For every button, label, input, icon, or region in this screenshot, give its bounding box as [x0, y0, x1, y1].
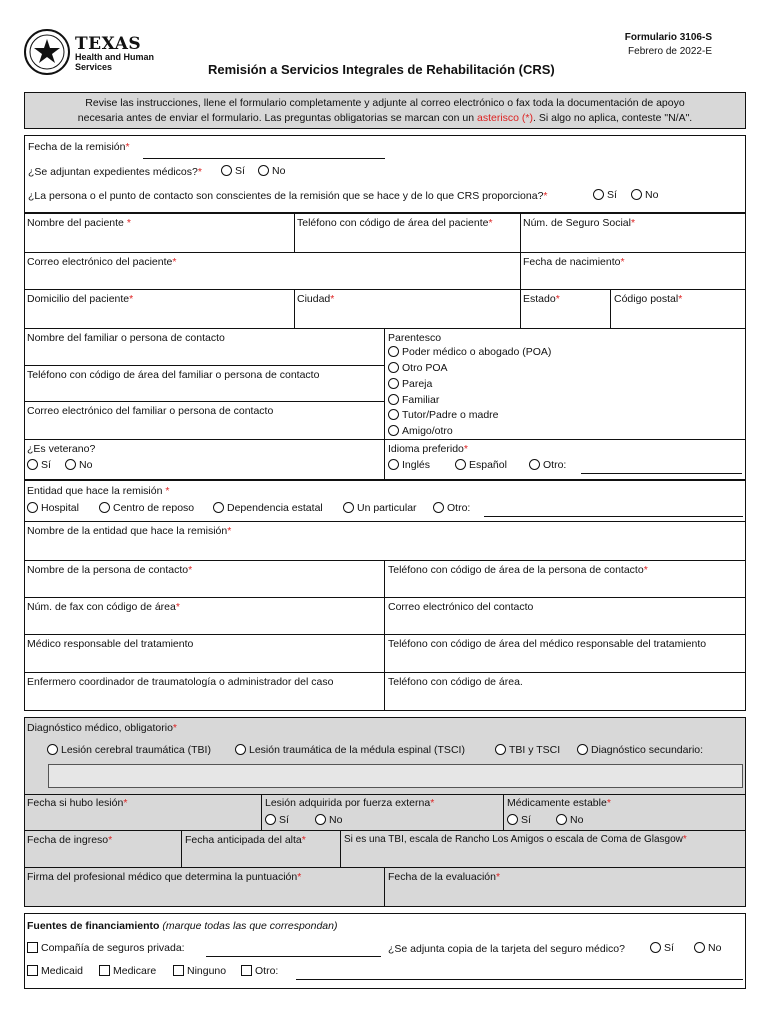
fuerza-externa-label: Lesión adquirida por fuerza externa*: [265, 797, 435, 809]
parentesco-pareja-radio[interactable]: Pareja: [388, 378, 432, 390]
instructions-line1: Revise las instrucciones, llene el formulario completamente y adjunte al correo electrónico o fax toda la documentación de apoyo: [85, 97, 685, 109]
telefono-paciente-label: Teléfono con código de área del paciente*: [297, 217, 493, 229]
logo-line3: Services: [75, 62, 113, 72]
diagnostico-label: Diagnóstico médico, obligatorio*: [27, 722, 178, 734]
otro-funding-field[interactable]: [296, 979, 743, 980]
fecha-remision-label: Fecha de la remisión*: [28, 141, 130, 153]
tel-medico-label: Teléfono con código de área del médico responsable del tratamiento: [388, 638, 707, 650]
expedientes-si-radio[interactable]: Sí: [221, 165, 245, 177]
medico-label: Médico responsable del tratamiento: [27, 638, 194, 650]
entidad-otro-field[interactable]: [484, 516, 743, 517]
escala-label: Si es una TBI, escala de Rancho Los Amigos o escala de Coma de Glasgow*: [344, 834, 687, 845]
postal-label: Código postal*: [614, 293, 683, 305]
otro-checkbox[interactable]: Otro:: [241, 965, 278, 977]
fuerza-si-radio[interactable]: Sí: [265, 814, 289, 826]
idioma-ingles-radio[interactable]: Inglés: [388, 459, 430, 471]
familiar-nombre-label: Nombre del familiar o persona de contacto: [27, 332, 225, 344]
expedientes-no-radio[interactable]: No: [258, 165, 285, 177]
seguro-privado-field[interactable]: [206, 956, 381, 957]
veterano-no-radio[interactable]: No: [65, 459, 92, 471]
estable-si-radio[interactable]: Sí: [507, 814, 531, 826]
alta-label: Fecha anticipada del alta*: [185, 834, 306, 846]
medicaid-checkbox[interactable]: Medicaid: [27, 965, 83, 977]
seguro-privado-checkbox[interactable]: Compañía de seguros privada:: [27, 942, 185, 954]
estable-no-radio[interactable]: No: [556, 814, 583, 826]
logo-word: TEXAS: [75, 34, 142, 54]
idioma-espanol-radio[interactable]: Español: [455, 459, 507, 471]
domicilio-label: Domicilio del paciente*: [27, 293, 134, 305]
idioma-otro-field[interactable]: [581, 473, 742, 474]
instructions-line2: necesaria antes de enviar el formulario. Las preguntas obligatorias se marcan con un asterisco (*). Si algo no aplica, conteste "N/A".: [77, 112, 693, 124]
entidad-otro-radio[interactable]: Otro:: [433, 502, 470, 514]
tarjeta-si-radio[interactable]: Sí: [650, 942, 674, 954]
ingreso-label: Fecha de ingreso*: [27, 834, 113, 846]
state-seal-icon: [23, 28, 71, 76]
entidad-hospital-radio[interactable]: Hospital: [27, 502, 79, 514]
veterano-label: ¿Es veterano?: [27, 443, 96, 455]
correo-contacto-label: Correo electrónico del contacto: [388, 601, 534, 613]
parentesco-familiar-radio[interactable]: Familiar: [388, 394, 439, 406]
tarjeta-no-radio[interactable]: No: [694, 942, 721, 954]
familiar-correo-label: Correo electrónico del familiar o persona de contacto: [27, 405, 274, 417]
correo-paciente-label: Correo electrónico del paciente*: [27, 256, 177, 268]
parentesco-label: Parentesco: [388, 332, 442, 344]
persona-contacto-label: Nombre de la persona de contacto*: [27, 564, 193, 576]
idioma-otro-radio[interactable]: Otro:: [529, 459, 566, 471]
medicare-checkbox[interactable]: Medicare: [99, 965, 156, 977]
diagnostico-tsci-radio[interactable]: Lesión traumática de la médula espinal (TSCI): [235, 744, 465, 756]
consciente-no-radio[interactable]: No: [631, 189, 658, 201]
parentesco-tutor-radio[interactable]: Tutor/Padre o madre: [388, 409, 499, 421]
estado-label: Estado*: [523, 293, 560, 305]
entidad-label: Entidad que hace la remisión *: [27, 485, 170, 497]
nombre-entidad-label: Nombre de la entidad que hace la remisión*: [27, 525, 232, 537]
parentesco-amigo-radio[interactable]: Amigo/otro: [388, 425, 453, 437]
expedientes-question: ¿Se adjuntan expedientes médicos?*: [28, 166, 202, 178]
evaluacion-label: Fecha de la evaluación*: [388, 871, 501, 883]
parentesco-poa-radio[interactable]: Poder médico o abogado (POA): [388, 346, 551, 358]
firma-label: Firma del profesional médico que determina la puntuación*: [27, 871, 302, 883]
form-number: Formulario 3106-S: [624, 32, 712, 43]
tarjeta-question: ¿Se adjunta copia de la tarjeta del seguro médico?: [388, 943, 625, 955]
nombre-paciente-label: Nombre del paciente *: [27, 217, 131, 229]
remision-section: [24, 135, 746, 213]
enfermero-label: Enfermero coordinador de traumatología o administrador del caso: [27, 676, 334, 688]
entidad-dependencia-radio[interactable]: Dependencia estatal: [213, 502, 323, 514]
fecha-remision-field[interactable]: [143, 158, 385, 159]
consciente-question: ¿La persona o el punto de contacto son conscientes de la remisión que se hace y de lo que CRS proporciona?*: [28, 190, 548, 202]
diagnostico-secundario-field[interactable]: [48, 764, 743, 788]
funding-title: Fuentes de financiamiento (marque todas las que correspondan): [27, 920, 338, 932]
diagnostico-ambos-radio[interactable]: TBI y TSCI: [495, 744, 560, 756]
entidad-particular-radio[interactable]: Un particular: [343, 502, 417, 514]
tel-area-label: Teléfono con código de área.: [388, 676, 523, 688]
instructions-box: [24, 92, 746, 129]
ninguno-checkbox[interactable]: Ninguno: [173, 965, 226, 977]
entidad-centro-radio[interactable]: Centro de reposo: [99, 502, 194, 514]
familiar-tel-label: Teléfono con código de área del familiar o persona de contacto: [27, 369, 320, 381]
ciudad-label: Ciudad*: [297, 293, 335, 305]
logo-line2: Health and Human: [75, 52, 155, 62]
idioma-label: Idioma preferido*: [388, 443, 468, 455]
estable-label: Médicamente estable*: [507, 797, 611, 809]
fax-label: Núm. de fax con código de área*: [27, 601, 180, 613]
veterano-si-radio[interactable]: Sí: [27, 459, 51, 471]
parentesco-otro-poa-radio[interactable]: Otro POA: [388, 362, 448, 374]
diagnostico-tbi-radio[interactable]: Lesión cerebral traumática (TBI): [47, 744, 211, 756]
consciente-si-radio[interactable]: Sí: [593, 189, 617, 201]
fecha-lesion-label: Fecha si hubo lesión*: [27, 797, 128, 809]
ssn-label: Núm. de Seguro Social*: [523, 217, 636, 229]
diagnostico-secundario-radio[interactable]: Diagnóstico secundario:: [577, 744, 703, 756]
tel-contacto-label: Teléfono con código de área de la persona de contacto*: [388, 564, 648, 576]
fuerza-no-radio[interactable]: No: [315, 814, 342, 826]
texas-hhs-logo: [23, 30, 163, 74]
nacimiento-label: Fecha de nacimiento*: [523, 256, 625, 268]
form-date: Febrero de 2022-E: [628, 46, 712, 57]
page-title: Remisión a Servicios Integrales de Rehabilitación (CRS): [208, 62, 555, 77]
